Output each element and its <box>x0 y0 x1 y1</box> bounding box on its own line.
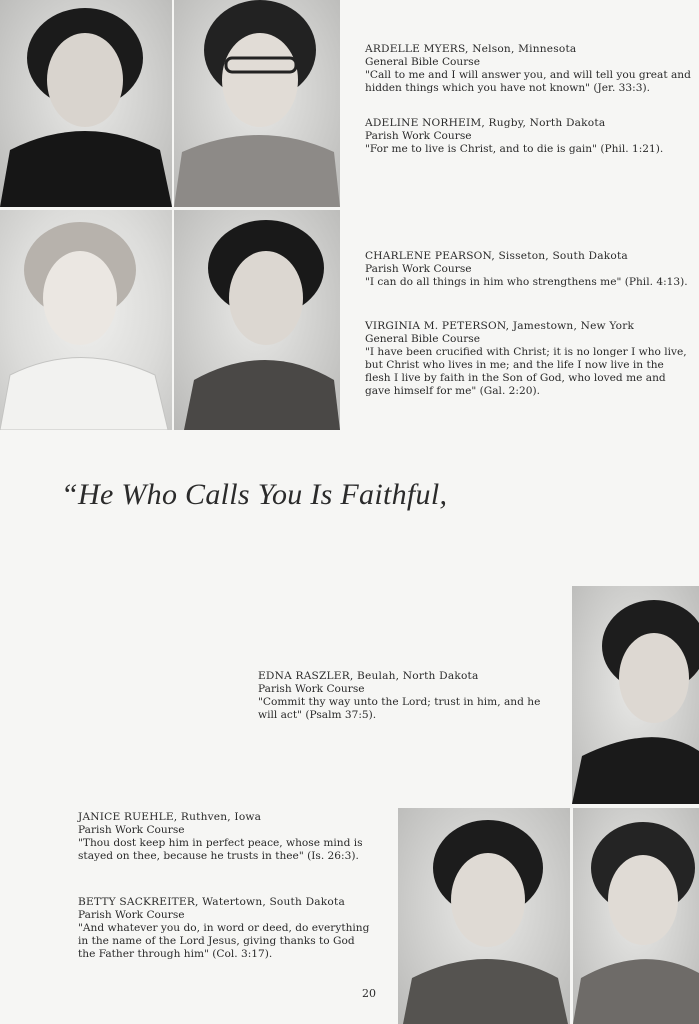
course-name: General Bible Course <box>365 56 481 68</box>
course-name: General Bible Course <box>365 333 481 345</box>
student-name: ARDELLE MYERS, Nelson, Minnesota <box>365 43 577 55</box>
course-name: Parish Work Course <box>365 130 472 142</box>
portrait-photo <box>174 0 340 207</box>
student-name: EDNA RASZLER, Beulah, North Dakota <box>258 670 479 682</box>
course-name: Parish Work Course <box>365 263 472 275</box>
scripture-quote: "And whatever you do, in word or deed, do everything in the name of the Lord Jesus, giving thanks to God the Father through him" (Col. 3:17). <box>78 922 370 960</box>
scripture-quote: "I have been crucified with Christ; it is no longer I who live, but Christ who lives in me; and the life I now live in the flesh I live by faith in the Son of God, who loved me and gave himself for me" (Gal. 2:20). <box>365 346 687 397</box>
student-entry <box>365 117 699 156</box>
student-name: CHARLENE PEARSON, Sisseton, South Dakota <box>365 250 628 262</box>
scripture-quote: "I can do all things in him who strengthens me" (Phil. 4:13). <box>365 276 688 288</box>
student-entry <box>365 250 691 289</box>
portrait-photo <box>572 586 699 804</box>
student-entry <box>258 670 554 722</box>
scripture-quote: "Commit thy way unto the Lord; trust in him, and he will act" (Psalm 37:5). <box>258 696 541 721</box>
student-entry <box>78 811 372 863</box>
portrait-photo <box>174 210 340 430</box>
course-name: Parish Work Course <box>78 824 185 836</box>
student-entry <box>78 896 372 961</box>
student-entry <box>365 43 699 95</box>
course-name: Parish Work Course <box>258 683 365 695</box>
student-entry <box>365 320 691 398</box>
course-name: Parish Work Course <box>78 909 185 921</box>
portrait-photo <box>0 210 172 430</box>
student-name: VIRGINIA M. PETERSON, Jamestown, New York <box>365 320 635 332</box>
student-name: ADELINE NORHEIM, Rugby, North Dakota <box>365 117 606 129</box>
student-name: JANICE RUEHLE, Ruthven, Iowa <box>78 811 262 823</box>
page-headline: “He Who Calls You Is Faithful, <box>61 478 448 511</box>
scripture-quote: "Thou dost keep him in perfect peace, whose mind is stayed on thee, because he trusts in thee" (Is. 26:3). <box>78 837 363 862</box>
scripture-quote: "Call to me and I will answer you, and will tell you great and hidden things which you have not known" (Jer. 33:3). <box>365 69 691 94</box>
student-name: BETTY SACKREITER, Watertown, South Dakota <box>78 896 345 908</box>
scripture-quote: "For me to live is Christ, and to die is gain" (Phil. 1:21). <box>365 143 664 155</box>
portrait-photo <box>0 0 172 207</box>
portrait-photo <box>398 808 570 1024</box>
page-number: 20 <box>362 987 376 1000</box>
portrait-photo <box>573 808 699 1024</box>
